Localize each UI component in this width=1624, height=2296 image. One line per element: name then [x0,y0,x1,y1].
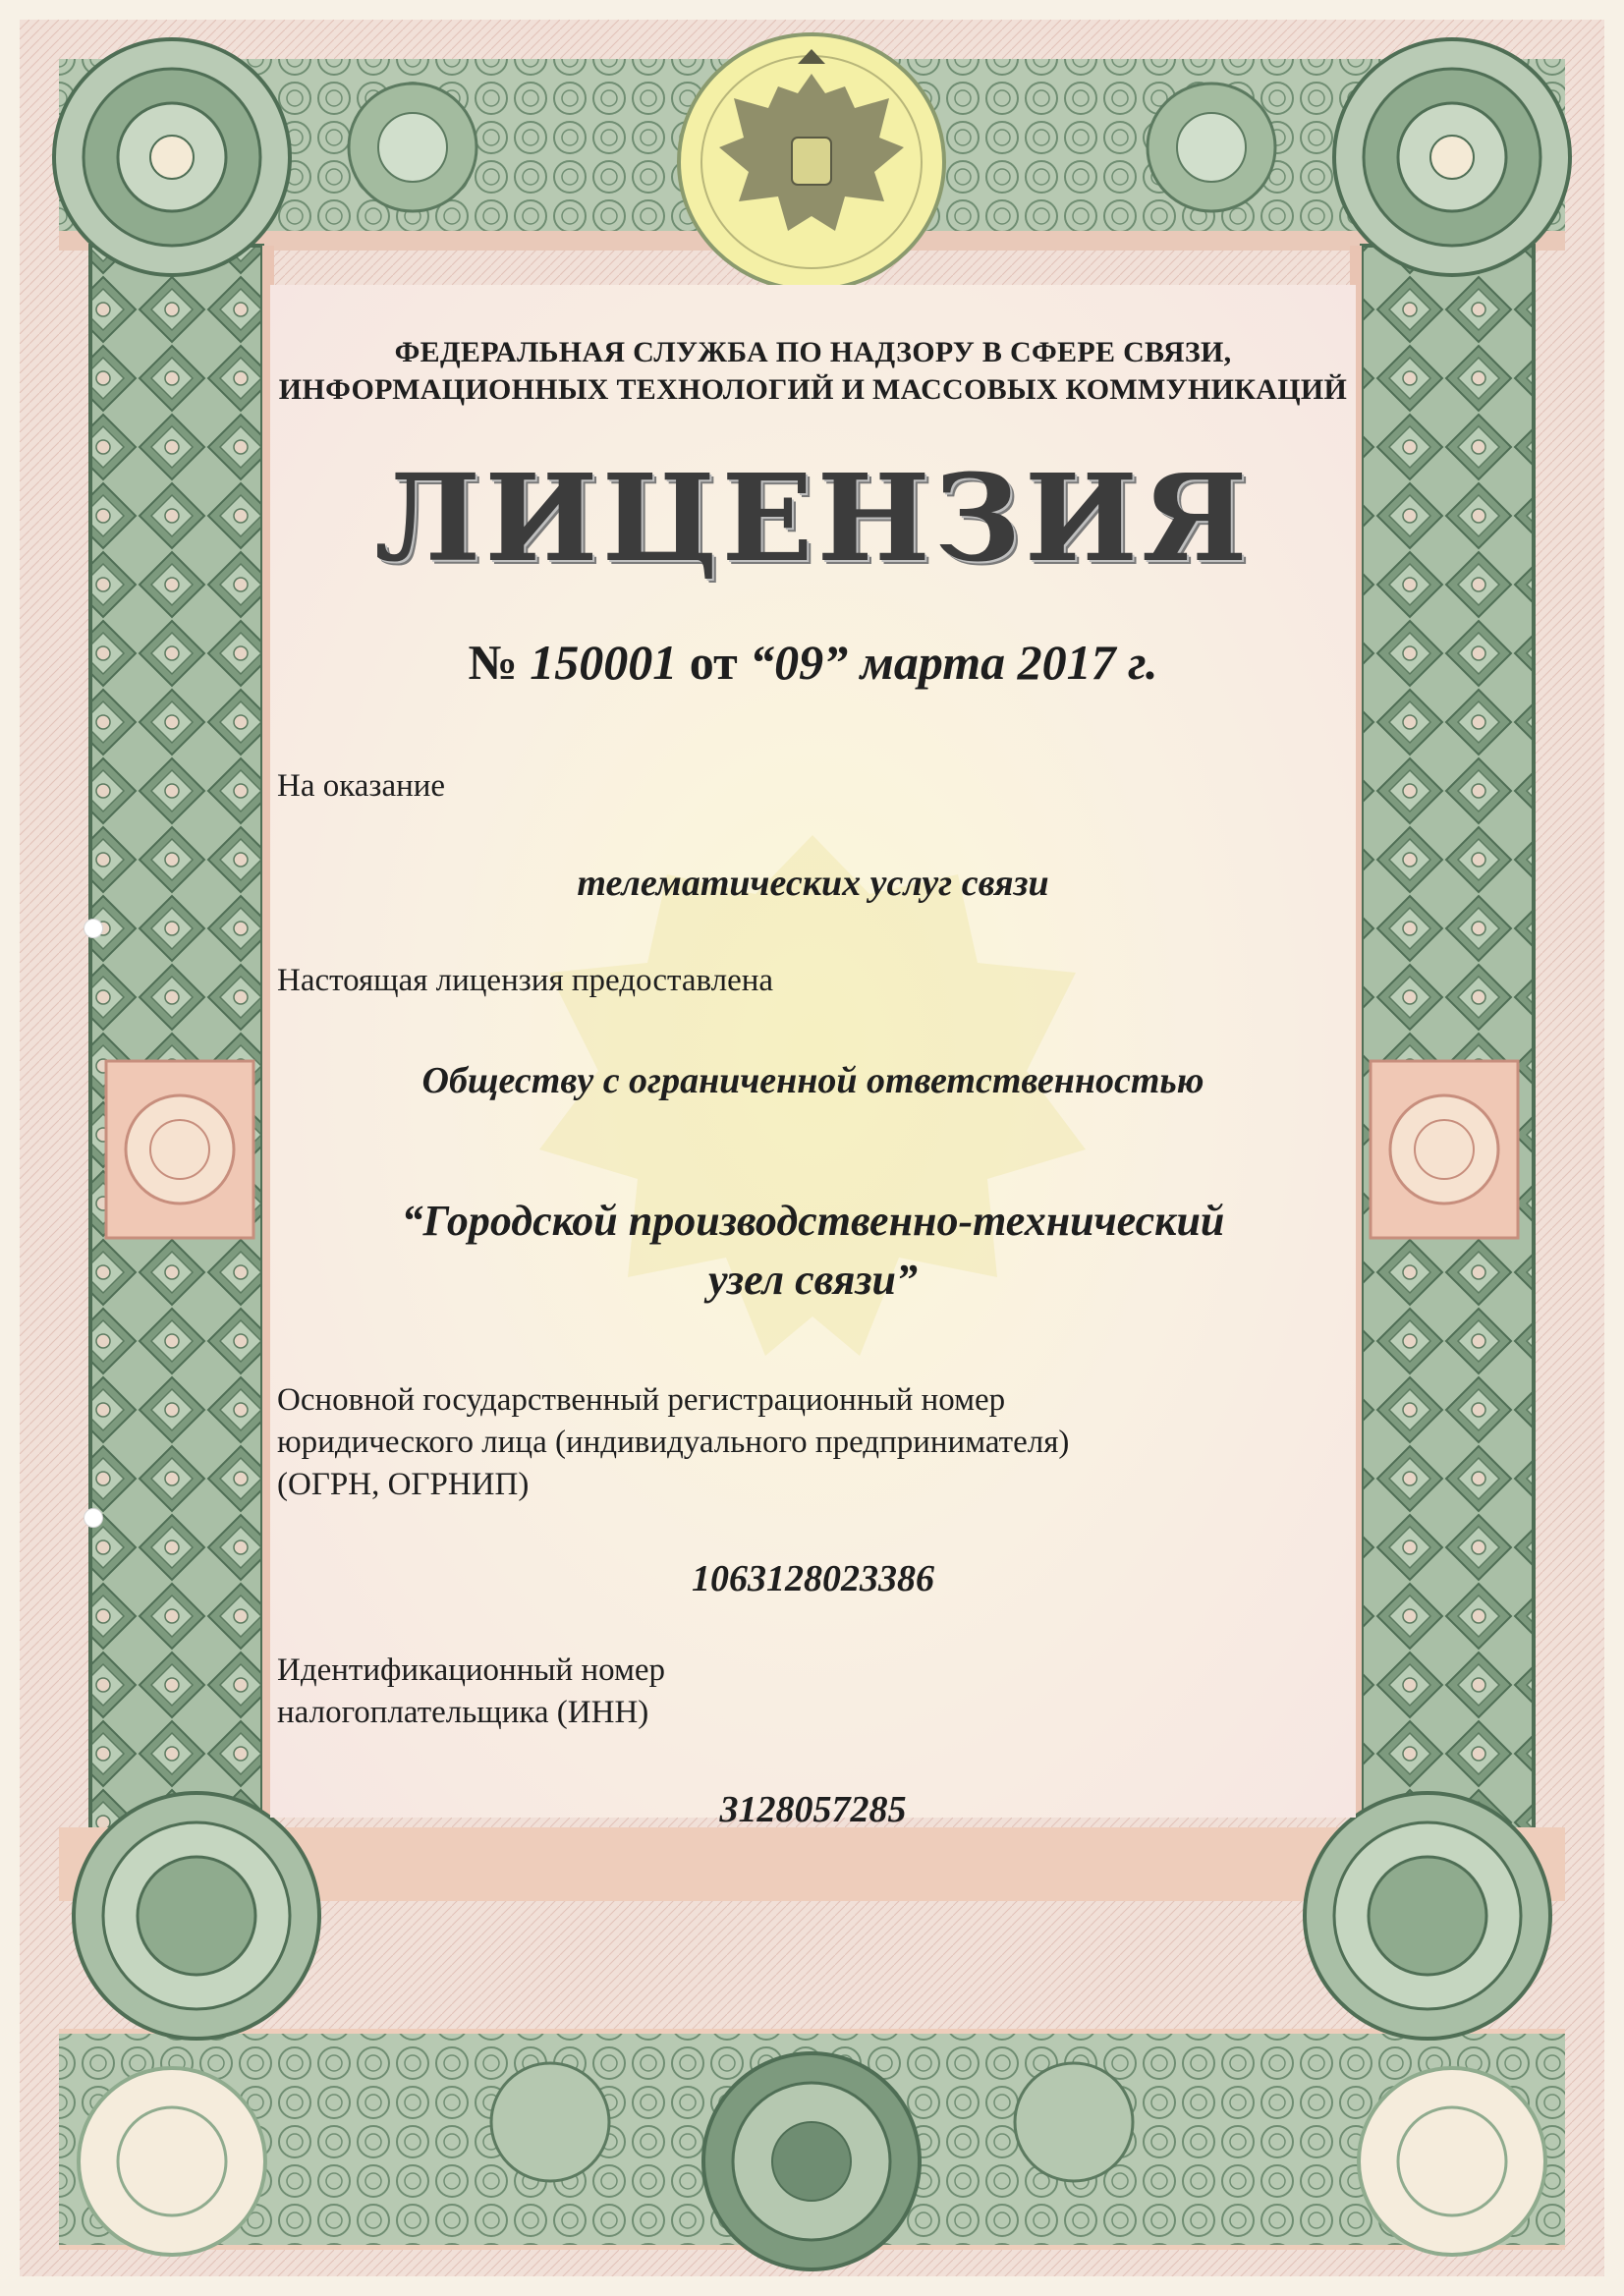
agency-line-1: ФЕДЕРАЛЬНАЯ СЛУЖБА ПО НАДЗОРУ В СФЕРЕ СВЯЗИ, [394,336,1232,368]
agency-line-2: ИНФОРМАЦИОННЫХ ТЕХНОЛОГИЙ И МАССОВЫХ КОММУНИКАЦИЙ [278,373,1348,406]
service-value: телематических услуг связи [577,863,1049,904]
ogrn-label-line-3: (ОГРН, ОГРНИП) [277,1467,530,1502]
license-year-suffix: г. [1128,635,1158,690]
top-left-rosette [54,39,290,275]
grantee-name-line-1: “Городской производственно-технический [401,1197,1225,1245]
top-right-rosette [1334,39,1570,275]
ogrn-label-line-2: юридического лица (индивидуального предпринимателя) [277,1425,1070,1460]
license-month-year: марта 2017 [860,635,1116,690]
ogrn-label-line-1: Основной государственный регистрационный номер [277,1382,1006,1418]
license-day: “09” [750,635,849,690]
grantee-name-line-2: узел связи” [707,1256,919,1304]
bottom-center-rosette [703,2053,920,2269]
grantee-label: Настоящая лицензия предоставлена [277,963,774,998]
inn-label-line-2: налогоплательщика (ИНН) [277,1695,649,1730]
service-label: На оказание [277,768,446,804]
inn-value: 3128057285 [719,1789,907,1830]
double-headed-eagle-emblem [679,34,944,290]
inn-label-line-1: Идентификационный номер [277,1652,666,1688]
document-title: ЛИЦЕНЗИЯ [374,447,1252,588]
license-number-line [216,634,1410,691]
ogrn-value: 1063128023386 [692,1558,934,1599]
punch-hole [84,919,103,938]
from-word: от [689,635,738,690]
grantee-org-form: Обществу с ограниченной ответственностью [421,1060,1204,1101]
license-number: 150001 [530,635,678,690]
punch-hole [84,1508,103,1528]
number-sign: № [468,635,518,690]
